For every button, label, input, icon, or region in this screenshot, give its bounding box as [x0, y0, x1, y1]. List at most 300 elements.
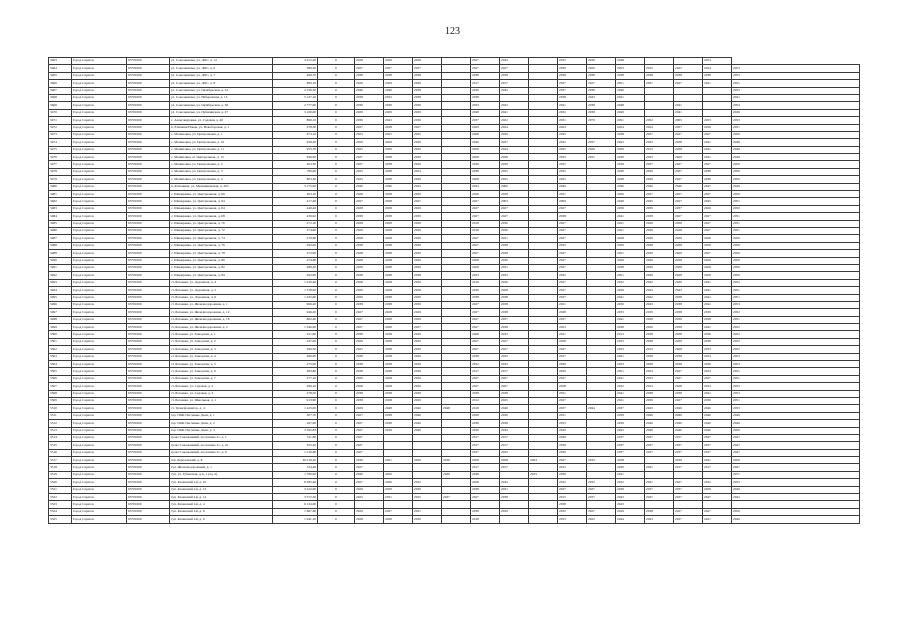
- year-cell: 2037: [616, 405, 645, 412]
- year-cell: 2038: [558, 94, 587, 101]
- year-cell: 2027: [558, 220, 587, 227]
- year-cell: 2027: [413, 65, 442, 72]
- year-cell: [529, 198, 558, 205]
- year-cell: 2025: [384, 131, 413, 138]
- year-cell: [442, 501, 471, 508]
- year-cell: [703, 94, 732, 101]
- oktmo-code-cell: 63701000: [127, 353, 170, 360]
- year-cell: [529, 368, 558, 375]
- oktmo-code-cell: 63701000: [127, 146, 170, 153]
- year-cell: [442, 220, 471, 227]
- year-cell: 2050: [732, 427, 860, 434]
- address-cell: с. Шевыревка, ул. Центральная, д. 68: [170, 213, 273, 220]
- year-cell: [529, 131, 558, 138]
- table-row: [49, 220, 860, 227]
- table-row: [49, 486, 860, 493]
- year-cell: 2027: [500, 205, 529, 212]
- row-number-cell: 3463: [49, 58, 72, 65]
- year-cell: [587, 427, 616, 434]
- year-cell: [587, 442, 616, 449]
- year-cell: [442, 294, 471, 301]
- oktmo-code-cell: 63701000: [127, 338, 170, 345]
- year-cell: [442, 353, 471, 360]
- row-number-cell: 3484: [49, 213, 72, 220]
- year-cell: 2048: [442, 405, 471, 412]
- year-cell: 2049: [558, 183, 587, 190]
- year-cell: [529, 375, 558, 382]
- year-cell: 2045: [558, 131, 587, 138]
- status-cell: 0: [318, 427, 355, 434]
- year-cell: [587, 131, 616, 138]
- municipality-cell: Город Саратов: [72, 168, 127, 175]
- year-cell: [529, 168, 558, 175]
- year-cell: [587, 353, 616, 360]
- address-cell: ул. Сокольничья, ул. Октябрьская, д. 34: [170, 87, 273, 94]
- year-cell: 2031: [500, 235, 529, 242]
- year-cell: 2030: [500, 227, 529, 234]
- year-cell: 2027: [471, 198, 500, 205]
- year-cell: 2043: [616, 501, 645, 508]
- address-cell: ст. Трансформатор, д. 4: [170, 405, 273, 412]
- area-cell: 1 435,00: [273, 294, 318, 301]
- row-number-cell: 3488: [49, 242, 72, 249]
- year-cell: 2036: [413, 117, 442, 124]
- year-cell: 2051: [732, 287, 860, 294]
- year-cell: [529, 161, 558, 168]
- area-cell: 30 210,20: [273, 457, 318, 464]
- year-cell: [587, 501, 616, 508]
- row-number-cell: 3467: [49, 87, 72, 94]
- row-number-cell: 3470: [49, 109, 72, 116]
- year-cell: [703, 109, 732, 116]
- year-cell: 2028: [384, 154, 413, 161]
- oktmo-code-cell: 63701000: [127, 191, 170, 198]
- oktmo-code-cell: 63701000: [127, 346, 170, 353]
- year-cell: [587, 242, 616, 249]
- year-cell: 2028: [355, 250, 384, 257]
- year-cell: 2053: [732, 361, 860, 368]
- year-cell: 2037: [500, 316, 529, 323]
- status-cell: 0: [318, 87, 355, 94]
- municipality-cell: Город Саратов: [72, 434, 127, 441]
- table-row: [49, 146, 860, 153]
- oktmo-code-cell: 63701000: [127, 72, 170, 79]
- year-cell: 2021: [616, 227, 645, 234]
- year-cell: 2051: [732, 397, 860, 404]
- year-cell: 2043: [384, 117, 413, 124]
- year-cell: 2053: [732, 383, 860, 390]
- row-number-cell: 3507: [49, 383, 72, 390]
- year-cell: 2027: [471, 338, 500, 345]
- year-cell: [442, 434, 471, 441]
- status-cell: 0: [318, 420, 355, 427]
- year-cell: 2028: [674, 257, 703, 264]
- row-number-cell: 3508: [49, 390, 72, 397]
- table-row: [49, 235, 860, 242]
- status-cell: 0: [318, 65, 355, 72]
- year-cell: 2038: [616, 72, 645, 79]
- year-cell: 2040: [674, 405, 703, 412]
- year-cell: 2039: [413, 390, 442, 397]
- year-cell: 2027: [471, 324, 500, 331]
- address-cell: с. Шевыревка, ул. Центральная, д. 70: [170, 220, 273, 227]
- year-cell: 2018: [471, 220, 500, 227]
- year-cell: 2017: [500, 464, 529, 471]
- year-cell: 2038: [471, 353, 500, 360]
- year-cell: 2027: [413, 124, 442, 131]
- row-number-cell: 3521: [49, 486, 72, 493]
- year-cell: [529, 227, 558, 234]
- year-cell: [587, 250, 616, 257]
- year-cell: [587, 301, 616, 308]
- year-cell: 2036: [442, 457, 471, 464]
- status-cell: 0: [318, 235, 355, 242]
- area-cell: 380,20: [273, 65, 318, 72]
- year-cell: 2039: [413, 301, 442, 308]
- year-cell: [529, 220, 558, 227]
- year-cell: [529, 412, 558, 419]
- year-cell: 2052: [732, 331, 860, 338]
- year-cell: 2028: [413, 58, 442, 65]
- status-cell: 0: [318, 516, 355, 523]
- year-cell: 2029: [413, 279, 442, 286]
- year-cell: [674, 501, 703, 508]
- year-cell: 2036: [558, 471, 587, 478]
- year-cell: 2039: [674, 457, 703, 464]
- year-cell: 2037: [587, 494, 616, 501]
- row-number-cell: 3465: [49, 72, 72, 79]
- year-cell: 2041: [703, 390, 732, 397]
- oktmo-code-cell: 63701000: [127, 161, 170, 168]
- row-number-cell: 3511: [49, 412, 72, 419]
- year-cell: 2043: [645, 287, 674, 294]
- year-cell: 2038: [674, 309, 703, 316]
- year-cell: [442, 479, 471, 486]
- area-cell: 5 127,10: [273, 94, 318, 101]
- address-cell: туп. ул. Губенская, д.А, 1 (лд. 2): [170, 471, 273, 478]
- year-cell: 2051: [732, 80, 860, 87]
- year-cell: 2012: [471, 397, 500, 404]
- year-cell: [587, 309, 616, 316]
- year-cell: [529, 235, 558, 242]
- year-cell: 2049: [732, 183, 860, 190]
- year-cell: 2038: [413, 72, 442, 79]
- year-cell: 2071: [732, 471, 860, 478]
- year-cell: [442, 316, 471, 323]
- year-cell: 2051: [732, 227, 860, 234]
- oktmo-code-cell: 63701000: [127, 361, 170, 368]
- row-number-cell: 3505: [49, 368, 72, 375]
- year-cell: 2028: [500, 154, 529, 161]
- row-number-cell: 3516: [49, 449, 72, 456]
- row-number-cell: 3474: [49, 139, 72, 146]
- year-cell: 2039: [384, 427, 413, 434]
- oktmo-code-cell: 63701000: [127, 405, 170, 412]
- area-cell: 955,70: [273, 146, 318, 153]
- address-cell: с. Шевыревка, ул. Центральная, д. 74: [170, 235, 273, 242]
- year-cell: [587, 316, 616, 323]
- table-row: [49, 316, 860, 323]
- year-cell: 2052: [732, 346, 860, 353]
- year-cell: 2028: [384, 324, 413, 331]
- year-cell: 2029: [384, 486, 413, 493]
- year-cell: 2038: [587, 87, 616, 94]
- year-cell: 2039: [558, 427, 587, 434]
- year-cell: [529, 176, 558, 183]
- address-cell: тракт Сокольничий, поселение 21, д. 1: [170, 434, 273, 441]
- table-row: [49, 338, 860, 345]
- year-cell: 2040: [413, 420, 442, 427]
- year-cell: [587, 375, 616, 382]
- area-cell: 673,10: [273, 131, 318, 138]
- year-cell: 2000: [500, 183, 529, 190]
- year-cell: 2038: [500, 420, 529, 427]
- year-cell: 2038: [384, 368, 413, 375]
- year-cell: 2027: [558, 287, 587, 294]
- oktmo-code-cell: 63701000: [127, 434, 170, 441]
- row-number-cell: 3475: [49, 146, 72, 153]
- row-number-cell: 3500: [49, 331, 72, 338]
- municipality-cell: Город Саратов: [72, 272, 127, 279]
- year-cell: [587, 198, 616, 205]
- year-cell: 2027: [674, 131, 703, 138]
- row-number-cell: 3468: [49, 94, 72, 101]
- year-cell: 2038: [355, 301, 384, 308]
- year-cell: 2028: [355, 191, 384, 198]
- municipality-cell: Город Саратов: [72, 183, 127, 190]
- municipality-cell: Город Саратов: [72, 198, 127, 205]
- year-cell: 2038: [645, 331, 674, 338]
- table-row: [49, 390, 860, 397]
- year-cell: 2043: [500, 58, 529, 65]
- year-cell: 2027: [645, 161, 674, 168]
- municipality-cell: Город Саратов: [72, 420, 127, 427]
- year-cell: 2013: [645, 146, 674, 153]
- year-cell: 2046: [500, 405, 529, 412]
- table-row: [49, 124, 860, 131]
- address-cell: тракт Сокольничий, поселение 21, д. 6: [170, 449, 273, 456]
- year-cell: 2047: [732, 434, 860, 441]
- status-cell: 0: [318, 479, 355, 486]
- oktmo-code-cell: 63701000: [127, 205, 170, 212]
- row-number-cell: 3515: [49, 442, 72, 449]
- year-cell: [529, 427, 558, 434]
- year-cell: 2036: [703, 331, 732, 338]
- year-cell: [442, 383, 471, 390]
- row-number-cell: 3491: [49, 264, 72, 271]
- year-cell: 2027: [674, 176, 703, 183]
- year-cell: [384, 464, 413, 471]
- year-cell: [587, 272, 616, 279]
- year-cell: 2027: [355, 427, 384, 434]
- table-row: [49, 375, 860, 382]
- year-cell: 2017: [674, 464, 703, 471]
- year-cell: 2049: [471, 139, 500, 146]
- year-cell: 2029: [645, 168, 674, 175]
- year-cell: [645, 457, 674, 464]
- year-cell: 2041: [703, 287, 732, 294]
- year-cell: 2028: [674, 272, 703, 279]
- year-cell: 2009: [558, 198, 587, 205]
- year-cell: 2038: [471, 471, 500, 478]
- year-cell: 2028: [674, 227, 703, 234]
- area-cell: 280,20: [273, 264, 318, 271]
- status-cell: 0: [318, 131, 355, 138]
- year-cell: 2045: [703, 198, 732, 205]
- year-cell: 2028: [384, 198, 413, 205]
- year-cell: 2029: [413, 257, 442, 264]
- year-cell: 2025: [355, 176, 384, 183]
- year-cell: 2041: [616, 94, 645, 101]
- year-cell: [587, 235, 616, 242]
- year-cell: 2049: [732, 154, 860, 161]
- year-cell: 2041: [616, 390, 645, 397]
- municipality-cell: Город Саратов: [72, 338, 127, 345]
- oktmo-code-cell: 63701000: [127, 264, 170, 271]
- year-cell: 2039: [471, 427, 500, 434]
- oktmo-code-cell: 63701000: [127, 368, 170, 375]
- year-cell: 2029: [674, 154, 703, 161]
- year-cell: [645, 94, 674, 101]
- table-row: [49, 516, 860, 523]
- year-cell: 2027: [471, 58, 500, 65]
- year-cell: 2040: [703, 405, 732, 412]
- year-cell: [442, 250, 471, 257]
- address-cell: ст. Багаевка, ул. Железнодорожная, д. 12: [170, 309, 273, 316]
- year-cell: [442, 213, 471, 220]
- municipality-cell: Город Саратов: [72, 427, 127, 434]
- year-cell: [529, 501, 558, 508]
- year-cell: [442, 124, 471, 131]
- area-cell: 283,80: [273, 368, 318, 375]
- year-cell: 2030: [616, 301, 645, 308]
- year-cell: 2053: [732, 301, 860, 308]
- year-cell: 2024: [500, 124, 529, 131]
- status-cell: 0: [318, 183, 355, 190]
- municipality-cell: Город Саратов: [72, 464, 127, 471]
- municipality-cell: Город Саратов: [72, 383, 127, 390]
- year-cell: 2041: [616, 353, 645, 360]
- year-cell: 2038: [674, 353, 703, 360]
- year-cell: 2030: [500, 279, 529, 286]
- year-cell: 2027: [587, 486, 616, 493]
- table-row: [49, 65, 860, 72]
- year-cell: 2053: [732, 405, 860, 412]
- municipality-cell: Город Саратов: [72, 117, 127, 124]
- year-cell: 2037: [558, 405, 587, 412]
- address-cell: с. Малиновка, ул. Центральная, д. 11: [170, 146, 273, 153]
- year-cell: 2029: [645, 235, 674, 242]
- year-cell: 2027: [558, 375, 587, 382]
- address-cell: ст. Багаевка, ул. Дорожная, д. 4: [170, 279, 273, 286]
- year-cell: [442, 442, 471, 449]
- year-cell: 2027: [471, 494, 500, 501]
- year-cell: 2027: [471, 375, 500, 382]
- area-cell: 1 378,00: [273, 287, 318, 294]
- status-cell: 0: [318, 213, 355, 220]
- oktmo-code-cell: 63701000: [127, 198, 170, 205]
- year-cell: 2039: [442, 471, 471, 478]
- area-cell: 279,60: [273, 235, 318, 242]
- year-cell: 2029: [616, 257, 645, 264]
- municipality-cell: Город Саратов: [72, 501, 127, 508]
- year-cell: 2043: [587, 94, 616, 101]
- year-cell: 2027: [355, 449, 384, 456]
- status-cell: 0: [318, 397, 355, 404]
- municipality-cell: Город Саратов: [72, 516, 127, 523]
- year-cell: 2013: [645, 346, 674, 353]
- year-cell: [529, 72, 558, 79]
- year-cell: 2027: [558, 205, 587, 212]
- year-cell: 2043: [645, 405, 674, 412]
- status-cell: 0: [318, 161, 355, 168]
- municipality-cell: Город Саратов: [72, 368, 127, 375]
- year-cell: 2021: [703, 80, 732, 87]
- year-cell: 2029: [413, 250, 442, 257]
- year-cell: 2029: [413, 294, 442, 301]
- year-cell: [703, 102, 732, 109]
- year-cell: 2028: [384, 309, 413, 316]
- year-cell: 2027: [674, 368, 703, 375]
- year-cell: 2040: [645, 412, 674, 419]
- year-cell: 2050: [732, 272, 860, 279]
- year-cell: 2029: [413, 139, 442, 146]
- status-cell: 0: [318, 471, 355, 478]
- year-cell: [442, 301, 471, 308]
- oktmo-code-cell: 63701000: [127, 109, 170, 116]
- year-cell: 2028: [355, 279, 384, 286]
- oktmo-code-cell: 63701000: [127, 58, 170, 65]
- status-cell: 0: [318, 375, 355, 382]
- year-cell: 2027: [500, 383, 529, 390]
- year-cell: [529, 139, 558, 146]
- year-cell: 2037: [558, 353, 587, 360]
- year-cell: 2044: [587, 405, 616, 412]
- year-cell: 2043: [413, 183, 442, 190]
- year-cell: 2051: [616, 117, 645, 124]
- year-cell: 2027: [674, 213, 703, 220]
- year-cell: [587, 412, 616, 419]
- year-cell: 2038: [703, 72, 732, 79]
- year-cell: [674, 94, 703, 101]
- year-cell: 2028: [384, 205, 413, 212]
- year-cell: [442, 72, 471, 79]
- year-cell: 2025: [645, 65, 674, 72]
- year-cell: 2029: [355, 294, 384, 301]
- address-cell: туп. Казанский I-й, д. 10: [170, 479, 273, 486]
- year-cell: 2033: [471, 102, 500, 109]
- year-cell: 2029: [413, 146, 442, 153]
- oktmo-code-cell: 63701000: [127, 250, 170, 257]
- year-cell: 2028: [471, 154, 500, 161]
- year-cell: 2040: [355, 471, 384, 478]
- table-row: [49, 412, 860, 419]
- year-cell: [442, 331, 471, 338]
- year-cell: 2029: [645, 176, 674, 183]
- year-cell: 2079: [587, 117, 616, 124]
- oktmo-code-cell: 63701000: [127, 508, 170, 515]
- year-cell: 2053: [732, 65, 860, 72]
- table-row: [49, 449, 860, 456]
- year-cell: [442, 309, 471, 316]
- year-cell: 2037: [703, 442, 732, 449]
- year-cell: 2034: [703, 353, 732, 360]
- year-cell: 2038: [703, 176, 732, 183]
- oktmo-code-cell: 63701000: [127, 331, 170, 338]
- year-cell: 2039: [558, 65, 587, 72]
- year-cell: [587, 213, 616, 220]
- year-cell: [500, 471, 529, 478]
